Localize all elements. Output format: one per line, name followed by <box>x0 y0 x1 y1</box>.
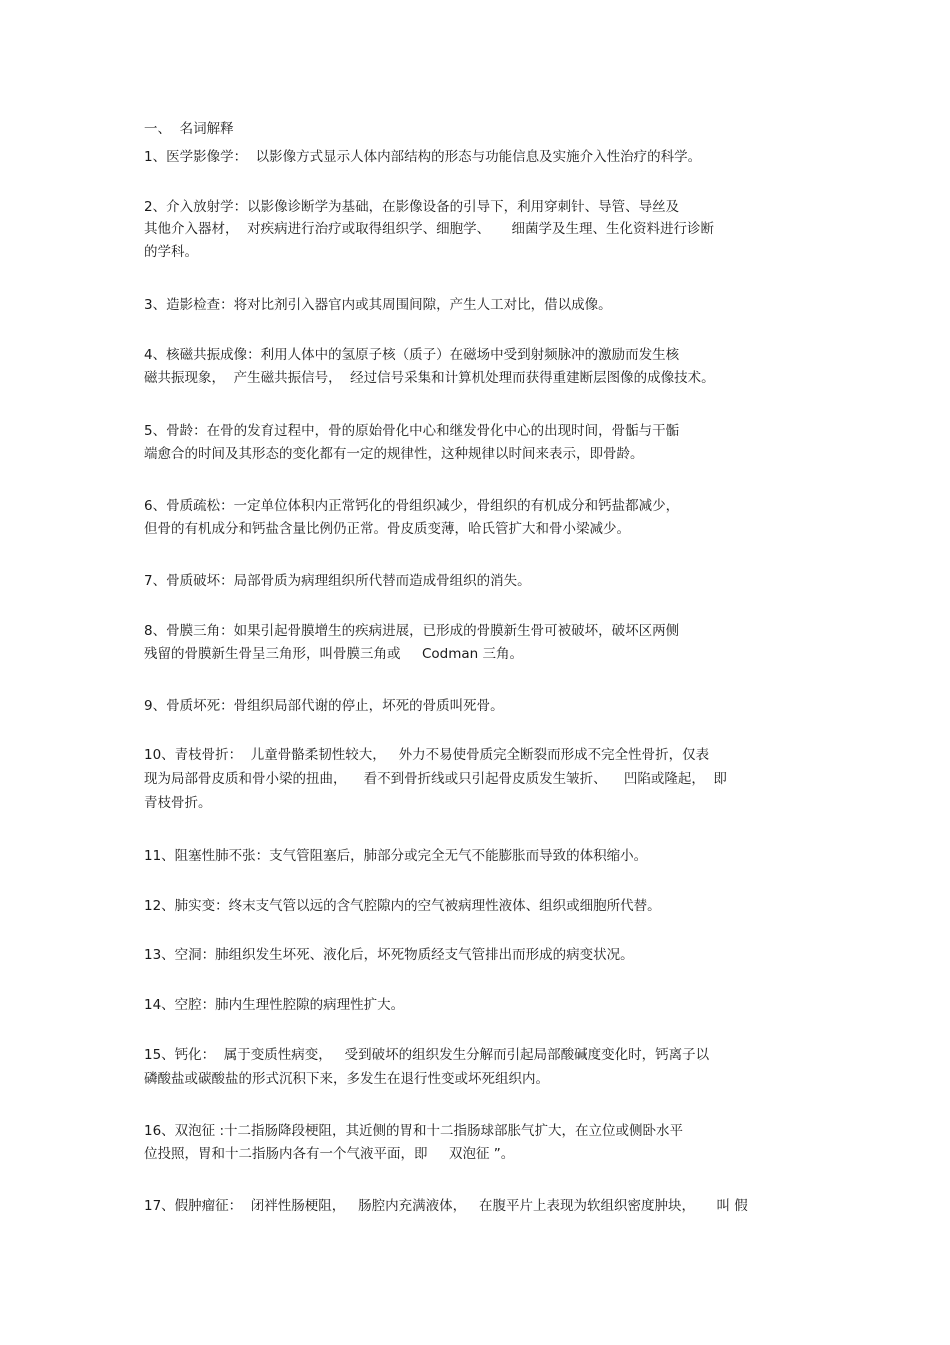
term-7-line-1: 7、骨质破坏：局部骨质为病理组织所代替而造成骨组织的消失。 <box>144 573 531 589</box>
term-5-line-1: 5、骨龄：在骨的发育过程中，骨的原始骨化中心和继发骨化中心的出现时间，骨骺与干骺 <box>144 423 680 439</box>
term-10-line-3: 青枝骨折。 <box>144 795 212 811</box>
term-13-line-1: 13、空洞：肺组织发生坏死、液化后，坏死物质经支气管排出而形成的病变状况。 <box>144 947 634 963</box>
term-16-line-1: 16、双泡征 :十二指肠降段梗阻，其近侧的胃和十二指肠球部胀气扩大，在立位或侧卧水平 <box>144 1123 684 1139</box>
term-5-line-2: 端愈合的时间及其形态的变化都有一定的规律性，这种规律以时间来表示，即骨龄。 <box>144 446 644 462</box>
term-1-line-1: 1、医学影像学： 以影像方式显示人体内部结构的形态与功能信息及实施介入性治疗的科学。 <box>144 149 702 165</box>
term-2-line-2: 其他介入器材， 对疾病进行治疗或取得组织学、细胞学、 细菌学及生理、生化资料进行诊断 <box>144 221 715 237</box>
term-8-line-2: 残留的骨膜新生骨呈三角形，叫骨膜三角或 Codman 三角。 <box>144 646 523 662</box>
term-15-line-2: 磷酸盐或碳酸盐的形式沉积下来，多发生在退行性变或坏死组织内。 <box>144 1071 549 1087</box>
term-14-line-1: 14、空腔：肺内生理性腔隙的病理性扩大。 <box>144 997 405 1013</box>
term-15-line-1: 15、钙化： 属于变质性病变， 受到破坏的组织发生分解而引起局部酸碱度变化时，钙离子以 <box>144 1047 710 1063</box>
term-10-line-2: 现为局部骨皮质和骨小梁的扭曲， 看不到骨折线或只引起骨皮质发生皱折、 凹陷或隆起， 即 <box>144 771 727 787</box>
term-10-line-1: 10、青枝骨折： 儿童骨骼柔韧性较大， 外力不易使骨质完全断裂而形成不完全性骨折，仅表 <box>144 747 710 763</box>
term-6-line-1: 6、骨质疏松：一定单位体积内正常钙化的骨组织减少，骨组织的有机成分和钙盐都减少， <box>144 498 680 514</box>
term-4-line-2: 磁共振现象， 产生磁共振信号， 经过信号采集和计算机处理而获得重建断层图像的成像技术。 <box>144 370 715 386</box>
term-3-line-1: 3、造影检查：将对比剂引入器官内或其周围间隙，产生人工对比，借以成像。 <box>144 297 612 313</box>
term-2-line-3: 的学科。 <box>144 244 198 260</box>
term-4-line-1: 4、核磁共振成像：利用人体中的氢原子核（质子）在磁场中受到射频脉冲的激励而发生核 <box>144 347 680 363</box>
term-8-line-1: 8、骨膜三角：如果引起骨膜增生的疾病进展，已形成的骨膜新生骨可被破坏，破坏区两侧 <box>144 623 680 639</box>
term-16-line-2: 位投照，胃和十二指肠内各有一个气液平面，即 双泡征 ”。 <box>144 1146 515 1162</box>
term-9-line-1: 9、骨质坏死：骨组织局部代谢的停止，坏死的骨质叫死骨。 <box>144 698 504 714</box>
term-2-line-1: 2、介入放射学：以影像诊断学为基础，在影像设备的引导下，利用穿刺针、导管、导丝及 <box>144 199 680 215</box>
term-12-line-1: 12、肺实变：终末支气管以远的含气腔隙内的空气被病理性液体、组织或细胞所代替。 <box>144 898 661 914</box>
term-6-line-2: 但骨的有机成分和钙盐含量比例仍正常。骨皮质变薄，哈氏管扩大和骨小梁减少。 <box>144 521 630 537</box>
term-11-line-1: 11、阻塞性肺不张：支气管阻塞后，肺部分或完全无气不能膨胀而导致的体积缩小。 <box>144 848 648 864</box>
term-17-line-1: 17、假肿瘤征： 闭袢性肠梗阻， 肠腔内充满液体， 在腹平片上表现为软组织密度肿块， 叫 假 <box>144 1198 748 1214</box>
section-title: 一、 名词解释 <box>144 121 234 137</box>
